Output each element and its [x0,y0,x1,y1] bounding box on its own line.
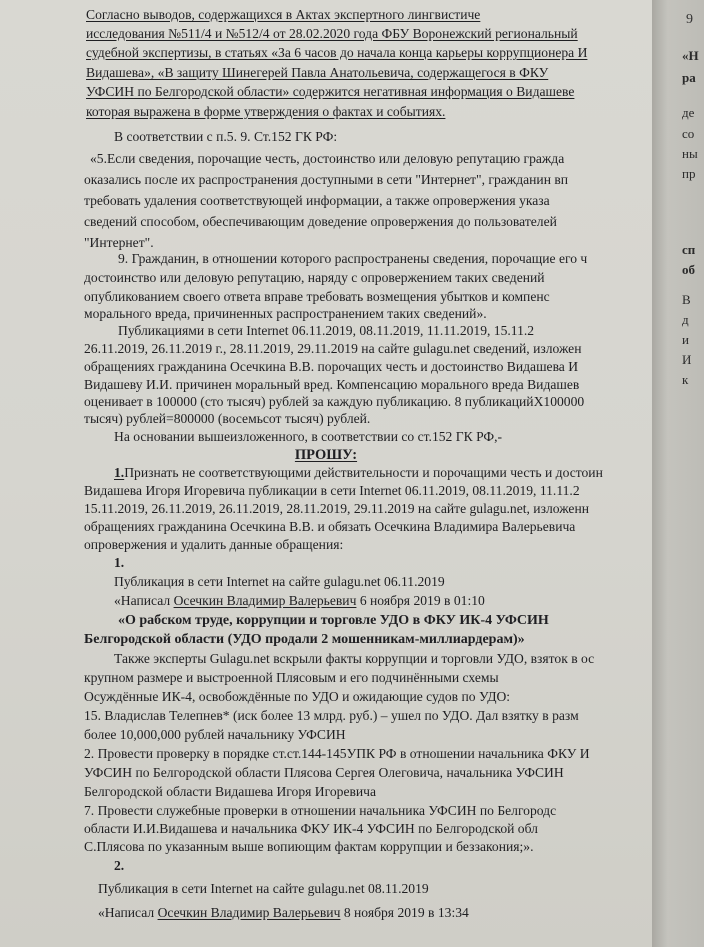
side-text: В [682,292,691,307]
side-text: ны [682,146,698,161]
side-text: сп [682,242,696,257]
side-text: об [682,262,695,277]
text-line: которая выражена в форме утверждения о фактах и событиях. [86,104,446,119]
item-number: 1. [114,555,125,570]
author-prefix: «Написал [114,593,174,608]
text-line: Видашеву И.И. причинен моральный вред. Компенсацию морального вреда Видашев [84,377,580,392]
page-number: 9 [686,12,693,27]
text-line: «5.Если сведения, порочащие честь, достоинство или деловую репутацию гражда [90,151,565,166]
text-line: 15. Владислав Телепнев* (иск более 13 млрд. руб.) – ушел по УДО. Дал взятку в разм [84,708,579,723]
publication-line: Публикация в сети Internet на сайте gulagu.net 06.11.2019 [114,574,445,589]
author-name: Осечкин Владимир Валерьевич [173,593,357,608]
publication-line: Публикация в сети Internet на сайте gulagu.net 08.11.2019 [98,881,429,896]
side-text: к [682,372,689,387]
side-text: И [682,352,692,367]
text-line [114,464,603,482]
article-title: «О рабском труде, коррупции и торговле УДО в ФКУ ИК-4 УФСИН [118,613,549,628]
text-line: опровержения и удалить данные обращения: [84,537,344,552]
request-number: 1. [114,465,125,480]
author-date: 6 ноября 2019 в 01:10 [356,593,485,608]
text-line: судебной экспертизы, в статьях «За 6 часов до начала конца карьеры коррупционера И [86,45,588,60]
text-line: Видашева», «В защиту Шинегерей Павла Анатольевича, содержащегося в ФКУ [86,65,549,80]
text-line: 2. Провести проверку в порядке ст.ст.144-145УПК РФ в отношении начальника ФКУ И [84,746,590,761]
text-line: Осуждённые ИК-4, освобождённые по УДО и ожидающие судов по УДО: [84,689,511,704]
author-line [98,904,469,922]
text-line: обращениях гражданина Осечкина В.В. и обязать Осечкина Владимира Валерьевича [84,519,576,534]
text-line: оказались после их распространения доступными в сети "Интернет", гражданин вп [84,172,569,187]
text-line: УФСИН по Белгородской области» содержится негативная информация о Видашеве [86,84,575,99]
text-line: Видашева Игоря Игоревича публикации в сети Internet 06.11.2019, 08.11.2019, 11.11.2 [84,483,580,498]
text-line: морального вреда, причиненных распространением таких сведений». [84,306,487,321]
text-line: В соответствии с п.5. 9. Ст.152 ГК РФ: [114,129,338,144]
text-line: более 10,000,000 рублей начальнику УФСИН [84,727,346,742]
author-date: 8 ноября 2019 в 13:34 [340,905,469,920]
text-line: опубликованием своего ответа вправе требовать возмещения убытков и компенс [84,289,550,304]
text-line: "Интернет". [84,235,154,250]
adjacent-page-edge [652,0,704,947]
request-text: Признать не соответствующими действительности и порочащими честь и достоин [124,465,603,480]
text-line: УФСИН по Белгородской области Плясова Сергея Олеговича, начальника УФСИН [84,765,564,780]
side-text: ра [682,70,696,85]
author-prefix: «Написал [98,905,158,920]
author-line [114,592,485,610]
text-line: сведений способом, обеспечивающим доведение опровержения до пользователей [84,214,557,229]
author-name: Осечкин Владимир Валерьевич [157,905,341,920]
text-line: 26.11.2019, 26.11.2019 г., 28.11.2019, 29.11.2019 на сайте gulagu.net сведений, изложен [84,341,582,356]
text-line: Публикациями в сети Internet 06.11.2019, 08.11.2019, 11.11.2019, 15.11.2 [118,323,535,338]
side-text: пр [682,166,696,181]
text-line: области И.И.Видашева и начальника ФКУ ИК-4 УФСИН по Белгородской обл [84,821,538,836]
text-line: Согласно выводов, содержащихся в Актах экспертного лингвистиче [86,7,481,22]
text-line: достоинство или деловую репутацию, наряду с опровержением таких сведений [84,270,545,285]
text-line: тысяч) рублей=800000 (восемьсот тысяч) рублей. [84,411,371,426]
text-line: исследования №511/4 и №512/4 от 28.02.2020 года ФБУ Воронежский региональный [86,26,578,41]
text-line: оценивает в 100000 (сто тысяч) рублей за каждую публикацию. 8 публикацийX100000 [84,394,585,409]
text-line: На основании вышеизложенного, в соответствии со ст.152 ГК РФ,- [114,429,503,444]
side-text: со [682,126,695,141]
text-line: 7. Провести служебные проверки в отношении начальника УФСИН по Белгородс [84,803,557,818]
item-number: 2. [114,858,125,873]
text-line: 15.11.2019, 26.11.2019, 26.11.2019, 28.11.2019, 29.11.2019 на сайте gulagu.net, изложенн [84,501,589,516]
text-line: обращениях гражданина Осечкина В.В. порочащих честь и достоинство Видашева И [84,359,579,374]
article-title: Белгородской области (УДО продали 2 мошенникам-миллиардерам)» [84,632,525,647]
heading-request: ПРОШУ: [294,447,358,463]
side-text: «Н [682,48,699,63]
text-line: Также эксперты Gulagu.net вскрыли факты коррупции и торговли УДО, взяток в ос [114,651,595,666]
text-line: требовать удаления соответствующей информации, а также опровержения указа [84,193,550,208]
text-line: С.Плясова по указанным выше вопиющим фактам коррупции и беззакония;». [84,839,534,854]
side-text: и [682,332,689,347]
side-text: д [682,312,689,327]
text-line: крупном размере и выстроенной Плясовым и его подчинёнными схемы [84,670,499,685]
text-line: Белгородской области Видашева Игоря Игоревича [84,784,377,799]
side-text: де [682,105,695,120]
text-line: 9. Гражданин, в отношении которого распространены сведения, порочащие его ч [118,251,588,266]
